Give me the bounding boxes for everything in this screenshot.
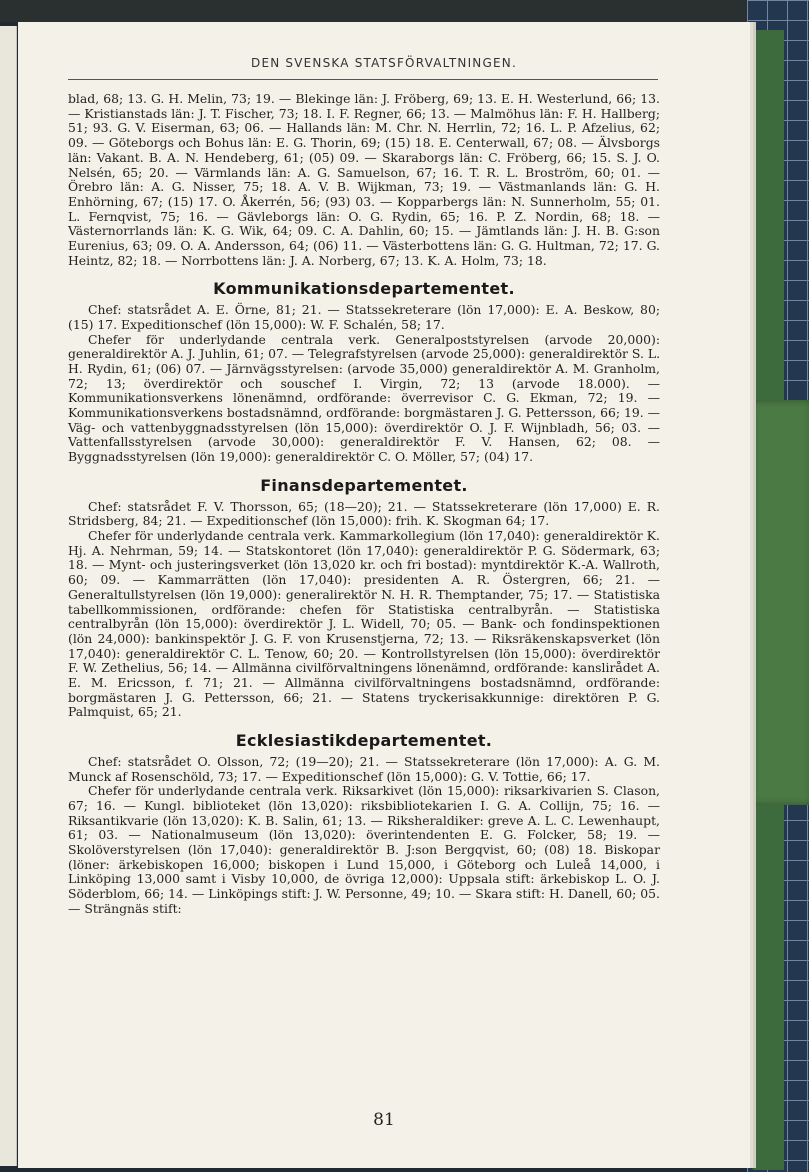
paragraph: Chef: statsrådet O. Olsson, 72; (19—20); 21. — Statssekreterare (lön 17,000): A. G. M. Munck af Rosenschöld, 73; 17. — Expeditionschef (lön 15,000): G. V. Tottie, 66; 17. [68,753,660,784]
paragraph: Chefer för underlydande centrala verk. Generalpoststyrelsen (arvode 20,000): generaldirektör A. J. Juhlin, 61; 07. — Telegrafstyrelsen (arvode 25,000): generaldirektör S. L. H. Rydin, 61; (06) 07. — Järnvägsstyrelsen: (arvode 35,000) generaldirektör A. M. Granholm, 72; 13; överdirektör och souschef I. Virgin, 72; 13 (arvode 18.000). — Kommunikationsverkens lönenämnd, ordförande: överrevisor C. G. Ekman, 72; 19. — Kommunikationsverkens bostadsnämnd, ordförande: borgmästaren J. G. Pettersson, 66; 19. — Väg- och vattenbyggnadsstyrelsen (lön 15,000): överdirektör O. J. F. Wijnbladh, 56; 03. — Vattenfallsstyrelsen (arvode 30,000): generaldirektör F. V. Hansen, 62; 08. — Byggnadsstyrelsen (lön 19,000): generaldirektör C. O. Möller, 57; (04) 17. [68,331,661,465]
paragraph: Chef: statsrådet A. E. Örne, 81; 21. — Statssekreterare (lön 17,000): E. A. Beskow, 80; (15) 17. Expeditionschef (lön 15,000): W. F. Schalén, 58; 17. [68,302,660,332]
section-ecklesiastik [68,731,660,916]
page-content [68,92,660,917]
section-title: Finansdepartementet. [260,475,468,495]
top-paragraph: blad, 68; 13. G. H. Melin, 73; 19. — Blekinge län: J. Fröberg, 69; 13. E. H. Westerlund, 66; 13. — Kristianstads län: J. T. Fischer, 73; 18. I. F. Regner, 66; 13. — Malmöhus län: F. H. Hallberg; 51; 93. G. V. Eiserman, 63; 06. — Hallands län: M. Chr. N. Herrlin, 72; 16. L. P. Afzelius, 62; 09. — Göteborgs och Bohus län: E. G. Thorin, 69; (15) 18. E. Centerwall, 67; 08. — Älvsborgs län: Vakant. B. A. N. Hendeberg, 61; (05) 09. — Skaraborgs län: C. Fröberg, 66; 15. S. J. O. Nelsén, 65; 20. — Värmlands län: A. G. Samuelson, 67; 16. T. R. L. Broström, 60; 01. — Örebro län: A. G. Nisser, 75; 18. A. V. B. Wijkman, 73; 19. — Västmanlands län: G. H. Enhörning, 67; (15) 17. O. Åkerrén, 56; (93) 03. — Kopparbergs län: N. Sunnerholm, 55; 01. L. Fernqvist, 75; 16. — Gävleborgs län: O. G. Rydin, 65; 16. P. Z. Nordin, 68; 18. — Västernorrlands län: K. G. Wik, 64; 09. C. A. Dahlin, 60; 15. — Jämtlands län: J. H. B. G:son Eurenius, 63; 09. O. A. Andersson, 64; (06) 11. — Västerbottens län: G. G. Hultman, 72; 17. G. Heintz, 82; 18. — Norrbottens län: J. A. Norberg, 67; 13. K. A. Holm, 73; 18. [68,91,660,268]
green-bookmark [752,400,809,805]
running-head: DEN SVENSKA STATSFÖRVALTNINGEN. [251,56,517,70]
left-page-edge [0,26,17,1166]
section-title: Ecklesiastikdepartementet. [235,731,493,751]
page-number: 81 [373,1110,395,1130]
paragraph: Chefer för underlydande centrala verk. Riksarkivet (lön 15,000): riksarkivarien S. Clason, 67; 16. — Kungl. biblioteket (lön 13,020): riksbibliotekarien I. G. A. Collijn, 75; 16. — Riksantikvarie (lön 13,020): K. B. Salin, 61; 13. — Riksheraldiker: greve A. L. C. Lewenhaupt, 61; 03. — Nationalmuseum (lön 13,020): överintendenten E. G. Folcker, 58; 19. — Skolöverstyrelsen (lön 17,040): generaldirektör B. J:son Bergqvist, 60; (08) 18. Biskopar (löner: ärkebiskopen 16,000; biskopen i Lund 15,000, i Göteborg och Luleå 14,000, i Linköping 13,000 samt i Visby 10,000, de övriga 12,000): Uppsala stift: ärkebiskop L. O. J. Söderblom, 66; 14. — Linköpings stift: J. W. Personne, 49; 10. — Skara stift: H. Danell, 60; 05. — Strängnäs stift: [68,783,660,916]
section-kommunikation [68,279,661,465]
background-top [0,0,809,22]
header-rule [68,79,658,80]
paragraph: Chefer för underlydande centrala verk. Kammarkollegium (lön 17,040): generaldirektör K. Hj. A. Nehrman, 59; 14. — Statskontoret (lön 17,040): generaldirektör P. G. Södermark, 63; 18. — Mynt- och justeringsverket (lön 13,020 kr. och fri bostad): myntdirektör K.-A. Wallroth, 60; 09. — Kammarrätten (lön 17,040): presidenten A. R. Östergren, 66; 21. — Generaltullstyrelsen (lön 19,000): generalirektör N. H. R. Themptander, 75; 17. — Statistiska tabellkommissionen, ordförande: chefen för Statistiska centralbyrån. — Statistiska centralbyrån (lön 15,000): överdirektör J. L. Widell, 70; 05. — Bank- och fondinspektionen (lön 24,000): bankinspektör J. G. F. von Krusenstjerna, 72; 13. — Riksräkenskapsverket (lön 17,040): generaldirektör C. L. Tenow, 60; 20. — Kontrollstyrelsen (lön 15,000): överdirektör F. W. Zethelius, 56; 14. — Allmänna civilförvaltningens lönenämnd, ordförande: kanslirådet A. E. M. Ericsson, f. 71; 21. — Allmänna civilförvaltningens bostadsnämnd, ordförande: borgmästaren J. G. Pettersson, 66; 21. — Statens tryckerisakkunnige: direktören P. G. Palmquist, 65; 21. [68,527,660,720]
section-finans [68,475,660,720]
section-title: Kommunikationsdepartementet. [213,279,515,299]
paragraph: Chef: statsrådet F. V. Thorsson, 65; (18—20); 21. — Statssekreterare (lön 17,000) E. R. Stridsberg, 84; 21. — Expeditionschef (lön 15,000): frih. K. Skogman 64; 17. [68,498,660,529]
book-page [18,22,750,1168]
